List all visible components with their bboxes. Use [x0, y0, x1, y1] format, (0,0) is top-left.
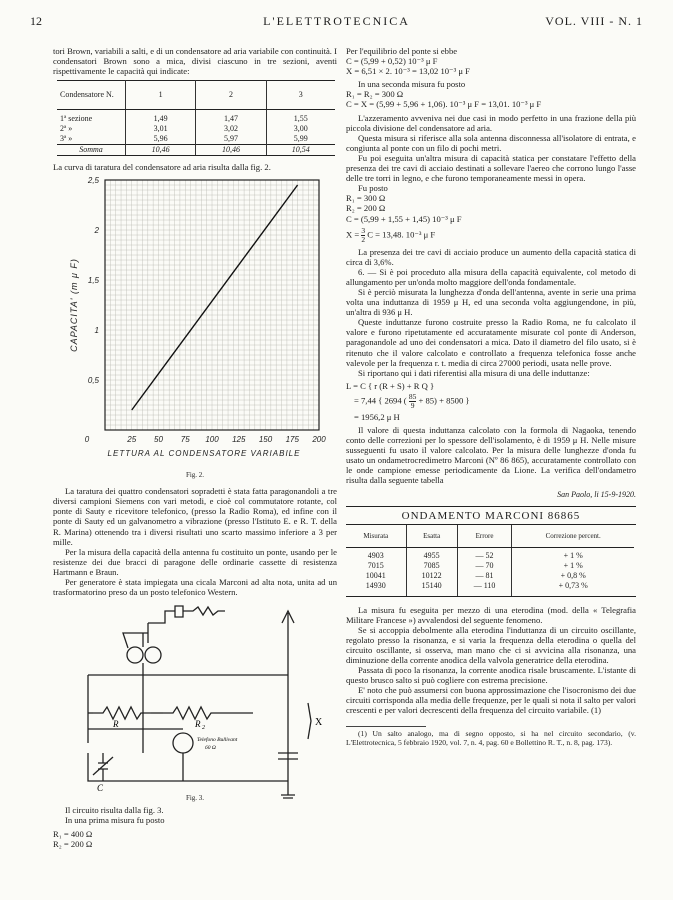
- table-header-row: [57, 81, 335, 110]
- y-tick-label: 2,5: [87, 176, 99, 186]
- table-cell: 10122: [406, 571, 457, 581]
- equation: [346, 393, 636, 410]
- table-cell: 7085: [406, 561, 457, 571]
- circuit-diagram-svg: [53, 603, 337, 801]
- calibration-chart: [53, 174, 337, 480]
- y-tick-label: 2: [94, 226, 99, 236]
- ondametro-table-box: [346, 506, 636, 597]
- footnote: (1) Un salto analogo, ma di segno opposto, si ha nel circuito secondario, (v. L'Elettrotecnica, 5 febbraio 1920, vol. 7, n. 4, pag. 60 e Bollettino R. T., n. 8, pag. 173).: [346, 728, 636, 747]
- table-header-cell: Esatta: [406, 525, 457, 548]
- table-header-row: [346, 525, 634, 548]
- paragraph: Questa misura si riferisce alla sola antenna disconnessa all'isolatore di entrata, e congiunta al ponte con un filo di pochi metri.: [346, 132, 636, 153]
- paragraph: E' noto che può assumersi con buona approssimazione che l'isocronismo dei due circuiti corrisponda alla media delle frequenze, per le quali si nota il salto per valori crescenti e per valori decrescenti della frequenza del circuito variabile. (1): [346, 685, 636, 716]
- volume-number: VOL. VIII - N. 1: [545, 14, 643, 28]
- paragraph: Il valore di questa induttanza calcolato con la formola di Nagaoka, tenendo conto delle correzioni per lo spessore dell'isolamento, è di 1959 μ H. Nelle misure susseguenti fu usato il valore calcolato. Per la misura delle lunghezze d'onda fu usato un ondametrocredimetro Marconi (Nº 86 865), accuratamente controllato con le onde campione emesse periodicamente da Lione. La verifica dell'ondametro risulta dalla seguente tabella: [346, 425, 636, 486]
- label-telefono-ohm: 60 Ω: [205, 745, 216, 752]
- fraction-den: 2: [361, 234, 366, 244]
- paragraph: In una prima misura fu posto: [65, 815, 165, 826]
- y-tick-label: 1: [94, 326, 99, 336]
- table-cell: 1,47: [196, 110, 266, 124]
- figure-caption: Fig. 3.: [185, 794, 205, 803]
- table-cell: — 70: [457, 561, 512, 571]
- equation: R₂ = 200 Ω: [53, 839, 93, 850]
- y-tick-label: 1,5: [87, 276, 99, 286]
- equation: C = X = (5,99 + 5,96 + 1,06). 10⁻³ μ F = 13,01. 10⁻³ μ F: [346, 99, 542, 110]
- paragraph: La misura fu eseguita per mezzo di una eterodina (mod. della « Telegrafia Militare Francese ») avvalendosi del seguente fenomeno.: [346, 604, 636, 625]
- table-cell: + 1 %: [563, 551, 583, 561]
- x-tick-label: 75: [180, 435, 190, 445]
- calibration-chart-svg: [53, 174, 337, 470]
- paragraph: Per l'equilibrio del ponte si ebbe: [346, 46, 458, 56]
- series-line: [132, 185, 298, 410]
- paragraph: Passata di poco la risonanza, la corrente anodica risale bruscamente. L'istante di questo brusco salto si può cogliere con estrema precisione.: [346, 665, 636, 686]
- ondametro-table: [346, 525, 634, 596]
- paragraph: La curva di taratura del condensatore ad aria risulta dalla fig. 2.: [53, 162, 271, 173]
- table-cell: 4903: [346, 547, 406, 561]
- paragraph: Queste induttanze furono costruite presso la Radio Roma, ne fu calcolato il valore e furono ripetutamente ed accuratamente misurate col ponte di Anderson, paragonandole ad uno dei condensatori a mica. Dato il diametro del filo usato, si è ritenuto che il valore calcolato e controllato a frequenza telefonica fosse anche valevole per la frequenza r. t. media di circa 27000 periodi, usata nelle prove.: [346, 317, 636, 368]
- table-cell: 1ª sezione: [57, 110, 126, 124]
- table-sum-row: [57, 144, 335, 155]
- table-row: [346, 561, 634, 571]
- fraction: [409, 393, 417, 410]
- table-header-cell: 1: [126, 81, 196, 110]
- table-cell: 4955: [406, 547, 457, 561]
- table-header-cell: Misurata: [346, 525, 406, 548]
- page-header: [30, 14, 643, 30]
- paragraph: 6. — Si è poi proceduto alla misura della capacità equivalente, col metodo di allungamento per un'onda molto maggiore dell'onda fondamentale.: [346, 266, 636, 287]
- equation: R₁ = 400 Ω: [53, 829, 93, 840]
- table-cell: + 1 %: [563, 561, 583, 571]
- ondametro-title: ONDAMENTO MARCONI 86865: [346, 509, 636, 525]
- equation: R₁ = 300 Ω: [346, 193, 386, 204]
- table-header-cell: Condensatore N.: [57, 81, 126, 110]
- table-cell: — 52: [457, 547, 512, 561]
- table-row: [346, 571, 634, 581]
- equation: R₂ = 200 Ω: [346, 203, 386, 214]
- eq-part: X =: [346, 229, 360, 240]
- label-telefono: Telefono Bullivant: [197, 737, 238, 744]
- table-cell: 7015: [346, 561, 406, 571]
- table-cell: + 0,8 %: [560, 571, 586, 581]
- table-cell: 10,46: [196, 144, 266, 155]
- x-tick-label: 200: [312, 435, 326, 445]
- table-cell: — 81: [457, 571, 512, 581]
- signature: San Paolo, li 15-9-1920.: [557, 489, 636, 499]
- fraction: [361, 227, 365, 244]
- table-row: [346, 547, 634, 561]
- paragraph: Se si accoppia debolmente alla eterodina l'induttanza di un circuito oscillante, regolato presso la risonanza, e si varia la frequenza della eterodina o quella del circuito oscillante, si osserva, man mano che ci si avvicina alla risonanza, una diminuzione della corrente anodica della valvola generatrice della eterodina.: [346, 624, 636, 665]
- table-cell: 10,46: [126, 144, 196, 155]
- table-row: [346, 581, 634, 595]
- paragraph: Si è perciò misurata la lunghezza d'onda dell'antenna, avente in serie una prima volta una induttanza di 1959 μ H, ed una seconda volta aggiungendone, in più, un'altra di 936 μ H.: [346, 286, 636, 318]
- label-R2-sub: 2: [202, 725, 205, 732]
- table-cell: — 110: [457, 581, 512, 595]
- label-R: R: [113, 719, 119, 730]
- paragraph: Per la misura della capacità della antenna fu costituito un ponte, usando per le resistenze dei due bracci di paragone delle ordinarie cassette di resistenza Hartmann e Braun.: [53, 546, 337, 577]
- table-header-cell: Correzione percent.: [512, 525, 634, 548]
- table-cell: 3,00: [293, 123, 308, 133]
- equation: C = (5,99 + 0,52) 10⁻³ μ F: [346, 56, 438, 67]
- y-tick-label: 0,5: [87, 376, 99, 386]
- fraction-den: 9: [410, 400, 415, 410]
- table-cell: 10,54: [266, 144, 335, 155]
- table-cell: 1,49: [126, 110, 196, 124]
- paragraph: Il circuito risulta dalla fig. 3.: [65, 805, 164, 816]
- table-cell: 3,02: [196, 124, 266, 134]
- circuit-diagram: [53, 603, 337, 801]
- y-axis-label: CAPACITA' (m μ F): [69, 258, 79, 353]
- table-cell: 5,99: [293, 133, 308, 143]
- x-tick-label: 25: [127, 435, 137, 445]
- paragraph: L'azzeramento avveniva nei due casi in modo perfetto in una frazione della più piccola divisione del condensatore ad aria.: [346, 112, 636, 133]
- eq-part: = 7,44 { 2694 (: [354, 395, 407, 406]
- page-number: 12: [30, 14, 42, 28]
- table-cell: Somma: [57, 144, 126, 155]
- equation: X = 6,51 × 2. 10⁻³ = 13,02 10⁻³ μ F: [346, 66, 470, 77]
- equation: [346, 227, 636, 244]
- x-tick-label: 100: [205, 435, 219, 445]
- paragraph: Fu posto: [358, 183, 388, 194]
- equation: C = (5,99 + 1,55 + 1,45) 10⁻³ μ F: [346, 213, 462, 224]
- x-axis-label: LETTURA AL CONDENSATORE VARIABILE: [107, 449, 301, 459]
- x-tick-label: 0: [84, 435, 90, 445]
- paragraph: Si riportano qui i dati riferentisi alla misura di una delle induttanze:: [358, 367, 590, 378]
- eq-part: + 85) + 8500 }: [418, 395, 470, 406]
- table-cell: 3ª »: [57, 134, 126, 145]
- table-cell: 2ª »: [57, 124, 126, 134]
- paragraph: In una seconda misura fu posto: [358, 79, 466, 90]
- equation: L = C { r (R + S) + R Q }: [346, 380, 435, 391]
- table-cell: 5,96: [126, 134, 196, 145]
- left-column: [53, 46, 337, 850]
- equation: R₁ = R₂ = 300 Ω: [346, 89, 404, 100]
- paragraph: La presenza dei tre cavi di acciaio produce un aumento della capacità statica di circa di 3,6%.: [346, 246, 636, 267]
- table-row: [57, 134, 335, 145]
- x-tick-label: 125: [232, 435, 246, 445]
- x-tick-label: 175: [285, 435, 299, 445]
- table-header-cell: Errore: [457, 525, 512, 548]
- eq-part: C = 13,48. 10⁻³ μ F: [367, 229, 436, 240]
- x-tick-label: 50: [154, 435, 163, 445]
- table-cell: 10041: [346, 571, 406, 581]
- footnote-rule: [346, 726, 426, 727]
- paragraph: La taratura dei quattro condensatori sopradetti è stata fatta paragonandoli a tre diversi campioni Siemens con vari metodi, e cioè col commutatore rotante, col ponte di Sauty e ricevitore telefonico, (presso la Radio Roma), ed infine con il ponte di Sauty ed un galvanometro a vibrazione (presso l'Istituto E. e R. T. della R. Marina) ottenendo tra i diversi risultati uno scarto massimo inferiore a 3 per mille.: [53, 486, 337, 547]
- right-column: [346, 46, 636, 747]
- paragraph: tori Brown, variabili a salti, e di un condensatore ad aria variabile con continuità. I condensatori Brown sono a mica, divisi ciascuno in tre sezioni, aventi rispettivamente le capacità qui indicate:: [53, 46, 337, 77]
- figure-caption: Fig. 2.: [185, 471, 205, 480]
- label-X: X: [315, 717, 323, 729]
- x-tick-label: 150: [258, 435, 273, 445]
- table-cell: 5,97: [196, 134, 266, 145]
- table-row: [57, 110, 335, 124]
- label-C: C: [97, 783, 104, 794]
- equation: = 1956,2 μ H: [354, 411, 400, 422]
- table-header-cell: 2: [196, 81, 266, 110]
- fraction-num: 3: [361, 225, 366, 235]
- table-cell: 3,01: [126, 124, 196, 134]
- table-cell: + 0,73 %: [558, 581, 588, 591]
- table-row: [57, 124, 335, 134]
- label-R2: R: [195, 719, 201, 730]
- paragraph: Per generatore è stata impiegata una cicala Marconi ad alta nota, unita ad un trasformatorino preso da un posto telefonico Western.: [53, 577, 337, 598]
- table-cell: 14930: [346, 581, 406, 595]
- table-cell: 15140: [406, 581, 457, 595]
- table-header-cell: 3: [266, 81, 335, 110]
- paragraph: Fu poi eseguita un'altra misura di capacità statica per constatare l'effetto della presenza dei tre cavi di acciaio destinati a sollevare l'aereo che corrono lungo l'asse delle tre torri in legno, e che furono temporaneamente messi in opera.: [346, 152, 636, 184]
- capacity-table: [57, 80, 335, 156]
- fraction-num: 85: [408, 391, 417, 401]
- table-cell: 1,55: [293, 113, 308, 123]
- journal-title: L'ELETTROTECNICA: [263, 14, 410, 28]
